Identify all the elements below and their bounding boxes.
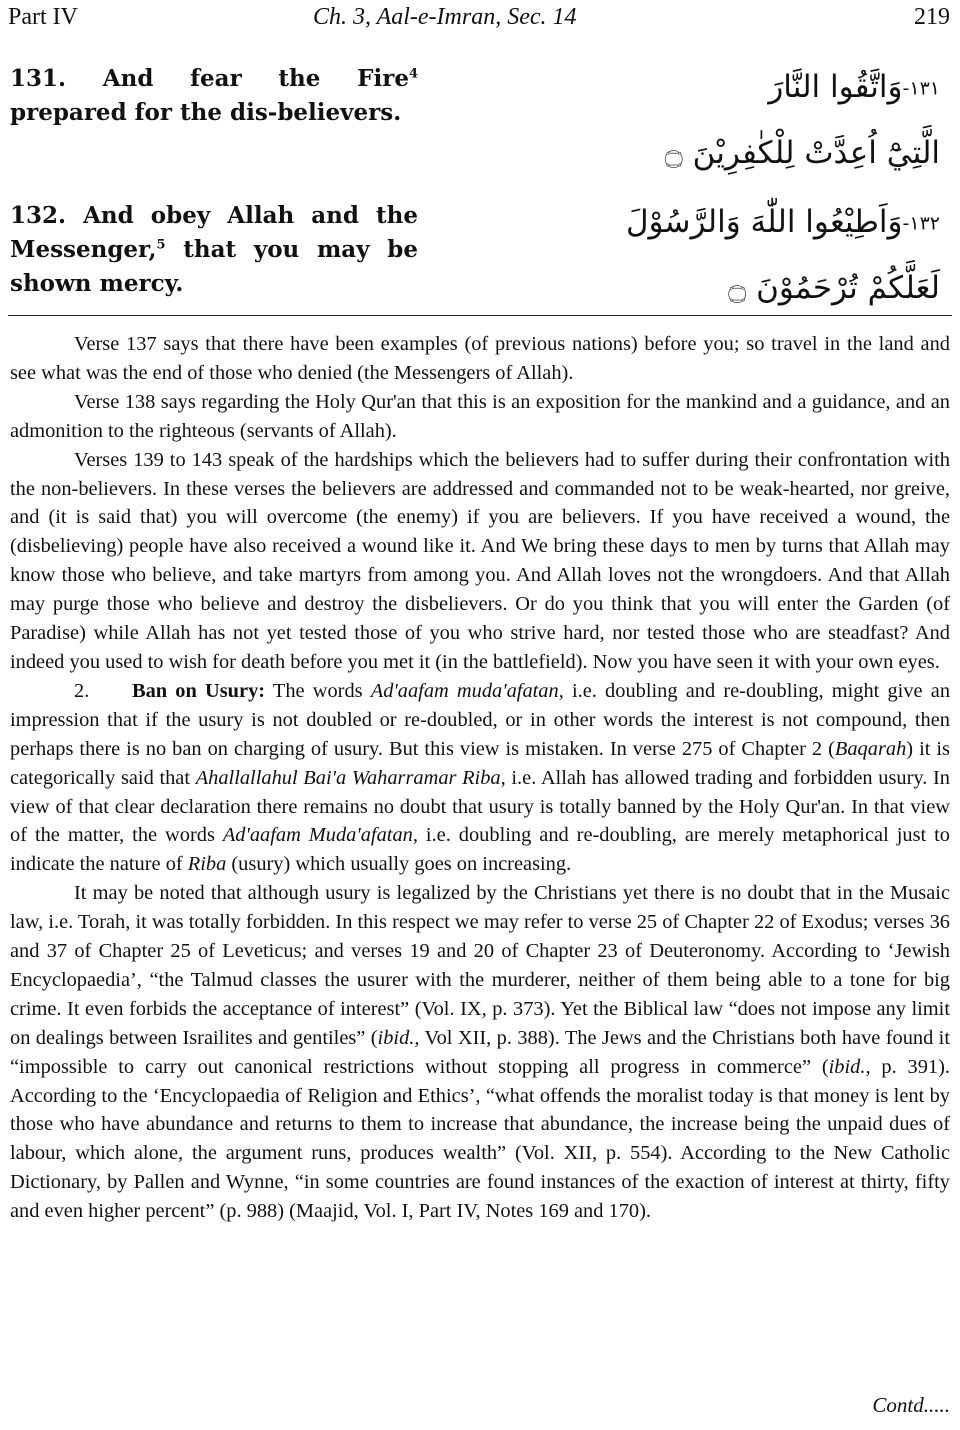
- verse-132-arabic: [560, 190, 940, 320]
- continued-label: Contd.....: [872, 1393, 950, 1417]
- arabic-line: لَعَلَّكُمْ تُرْحَمُوْنَ ۝: [728, 269, 940, 306]
- page-number: 219: [914, 4, 950, 30]
- chapter-title: Ch. 3, Aal-e-Imran, Sec. 14: [313, 4, 577, 30]
- arabic-line: الَّتِيْٓ اُعِدَّتْ لِلْكٰفِرِيْنَ ۝: [664, 134, 940, 171]
- commentary: [10, 330, 950, 1226]
- arabic-line: ١٣١-وَاتَّقُوا النَّارَ: [768, 69, 940, 105]
- paragraph: Verse 138 says regarding the Holy Qur'an that this is an exposition for the mankind and a guidance, and an admonition to the righteous (servants of Allah).: [10, 390, 950, 442]
- paragraph: It may be noted that although usury is legalized by the Christians yet there is no doubt that in the Musaic law, i.e. Torah, it was totally forbidden. In this respect we may refer to verse 25 of Chapter 22 of Exodus; verses 36 and 37 of Chapter 25 of Leveticus; and verses 19 and 20 of Chapter 23 of Deuteronomy. According to ‘Jewish Encyclopaedia’, “the Talmud classes the usurer with the murderer, neither of them being able to a tone for big crime. It even forbids the acceptance of interest” (Vol. IX, p. 373). Yet the Biblical law “does not impose any limit on dealings between Israilites and gentiles” (ibid., Vol XII, p. 388). The Jews and the Christians both have found it “impossible to carry out canonical restrictions without stopping all progress in commerce” (ibid., p. 391). According to the ‘Encyclopaedia of Religion and Ethics’, “what offends the moralist today is that money is lent by those who have abundance and returns to them to increase that abundance, the increase being the unpaid dues of labour, which alone, the argument runs, produces wealth” (Vol. XII, p. 554). According to the New Catholic Dictionary, by Pallen and Wynne, “in some countries are found instances of the exaction of interest at thirty, fifty and even higher percent” (p. 988) (Maajid, Vol. I, Part IV, Notes 169 and 170).: [10, 882, 950, 1223]
- divider: [8, 315, 952, 316]
- part-label: Part IV: [8, 4, 78, 30]
- footnote-ref: 5: [156, 237, 166, 253]
- verse-number: ١٣٢-: [902, 212, 940, 235]
- note-2-paragraph: 2. Ban on Usury: The words Ad'aafam muda'afatan, i.e. doubling and re-doubling, might give an impression that if the usury is not doubled or re-doubled, or in other words the interest is not compound, then perhaps there is no ban on charging of usury. But this view is mistaken. In verse 275 of Chapter 2 (Baqarah) it is categorically said that Ahallallahul Bai'a Waharramar Riba, i.e. Allah has allowed trading and forbidden usury. In view of that clear declaration there remains no doubt that usury is totally banned by the Holy Qur'an. In that view of the matter, the words Ad'aafam Muda'afatan, i.e. doubling and re-doubling, are merely metaphorical just to indicate the nature of Riba (usury) which usually goes on increasing.: [10, 677, 950, 879]
- verse-132-translation: 132. And obey Allah and the Messenger,$^5$ that you may be shown mercy.: [10, 202, 418, 297]
- note-number: 2.: [74, 679, 90, 702]
- footnote-ref: 4: [408, 66, 418, 82]
- note-heading: Ban on Usury:: [132, 679, 266, 702]
- verse-131-translation: 131. And fear the Fire$^4$ prepared for the dis-believers.: [10, 65, 418, 126]
- paragraph: Verse 137 says that there have been examples (of previous nations) before you; so travel in the land and see what was the end of those who denied (the Messengers of Allah).: [10, 333, 950, 384]
- paragraph: Verses 139 to 143 speak of the hardships which the believers had to suffer during their confrontation with the non-believers. In these verses the believers are addressed and commanded not to be weak-hearted, nor greive, and (it is said that) you will overcome (the enemy) if you are believers. If you have received a wound, the (disbelieving) people have also received a wound like it. And We bring these days to men by turns that Allah may know those who believe, and take martyrs from among you. And Allah loves not the wrongdoers. And that Allah may purge those who believe and destroy the disbelievers. Or do you think that you will enter the Garden (of Paradise) while Allah has not yet tested those of you who strive hard, nor tested those who are steadfast? And indeed you used to wish for death before you met it (in the battlefield). Now you have seen it with your own eyes.: [10, 448, 950, 673]
- arabic-line: ١٣٢-وَاَطِيْعُوا اللّٰهَ وَالرَّسُوْلَ: [626, 204, 940, 240]
- running-header: [8, 2, 950, 36]
- verse-131-arabic: [560, 55, 940, 185]
- verse-number: ١٣١-: [902, 77, 940, 100]
